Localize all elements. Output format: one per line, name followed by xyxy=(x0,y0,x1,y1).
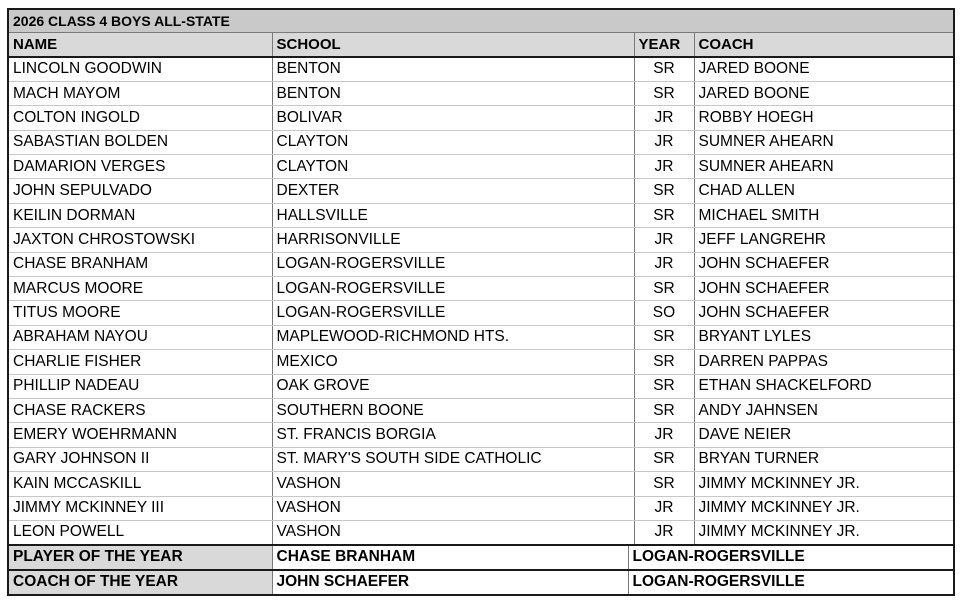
player-name: JIMMY MCKINNEY III xyxy=(9,496,272,520)
class-year: SR xyxy=(634,203,694,227)
table-row xyxy=(9,277,953,301)
school-name: LOGAN-ROGERSVILLE xyxy=(272,252,634,276)
player-name: KAIN MCCASKILL xyxy=(9,472,272,496)
table-row xyxy=(9,350,953,374)
class-year: SR xyxy=(634,374,694,398)
school-name: VASHON xyxy=(272,496,634,520)
school-name: BENTON xyxy=(272,81,634,105)
header-year: YEAR xyxy=(634,32,694,57)
school-name: MEXICO xyxy=(272,350,634,374)
award-row xyxy=(9,570,953,594)
table-row xyxy=(9,252,953,276)
table-row xyxy=(9,472,953,496)
school-name: DEXTER xyxy=(272,179,634,203)
coach-name: CHAD ALLEN xyxy=(694,179,953,203)
coach-name: JIMMY MCKINNEY JR. xyxy=(694,472,953,496)
class-year: JR xyxy=(634,130,694,154)
player-name: SABASTIAN BOLDEN xyxy=(9,130,272,154)
table-row xyxy=(9,447,953,471)
sheet-title: 2026 CLASS 4 BOYS ALL-STATE xyxy=(9,10,953,32)
coach-name: JARED BOONE xyxy=(694,81,953,105)
player-name: JAXTON CHROSTOWSKI xyxy=(9,228,272,252)
coach-name: BRYANT LYLES xyxy=(694,325,953,349)
coach-name: JARED BOONE xyxy=(694,57,953,81)
table-row xyxy=(9,179,953,203)
player-name: COLTON INGOLD xyxy=(9,106,272,130)
coach-name: SUMNER AHEARN xyxy=(694,155,953,179)
coach-name: JOHN SCHAEFER xyxy=(694,301,953,325)
table-row xyxy=(9,130,953,154)
table-row xyxy=(9,106,953,130)
award-winner: CHASE BRANHAM xyxy=(272,546,628,570)
school-name: HALLSVILLE xyxy=(272,203,634,227)
player-name: TITUS MOORE xyxy=(9,301,272,325)
player-name: GARY JOHNSON II xyxy=(9,447,272,471)
coach-name: MICHAEL SMITH xyxy=(694,203,953,227)
player-name: DAMARION VERGES xyxy=(9,155,272,179)
player-name: LEON POWELL xyxy=(9,520,272,544)
class-year: SR xyxy=(634,179,694,203)
table-row xyxy=(9,496,953,520)
all-state-table xyxy=(9,10,953,546)
table-row xyxy=(9,155,953,179)
coach-name: SUMNER AHEARN xyxy=(694,130,953,154)
table-row xyxy=(9,81,953,105)
class-year: SR xyxy=(634,81,694,105)
class-year: JR xyxy=(634,496,694,520)
coach-name: DARREN PAPPAS xyxy=(694,350,953,374)
coach-name: JIMMY MCKINNEY JR. xyxy=(694,496,953,520)
school-name: ST. MARY'S SOUTH SIDE CATHOLIC xyxy=(272,447,634,471)
header-row xyxy=(9,32,953,57)
table-row xyxy=(9,374,953,398)
player-name: JOHN SEPULVADO xyxy=(9,179,272,203)
class-year: JR xyxy=(634,520,694,544)
coach-name: ROBBY HOEGH xyxy=(694,106,953,130)
title-row xyxy=(9,10,953,32)
class-year: JR xyxy=(634,106,694,130)
class-year: JR xyxy=(634,155,694,179)
coach-name: ANDY JAHNSEN xyxy=(694,398,953,422)
award-school: LOGAN-ROGERSVILLE xyxy=(628,546,953,570)
player-name: MACH MAYOM xyxy=(9,81,272,105)
class-year: JR xyxy=(634,252,694,276)
player-name: KEILIN DORMAN xyxy=(9,203,272,227)
coach-name: JOHN SCHAEFER xyxy=(694,277,953,301)
school-name: CLAYTON xyxy=(272,130,634,154)
player-name: ABRAHAM NAYOU xyxy=(9,325,272,349)
school-name: HARRISONVILLE xyxy=(272,228,634,252)
table-row xyxy=(9,301,953,325)
class-year: SR xyxy=(634,57,694,81)
school-name: BENTON xyxy=(272,57,634,81)
table-row xyxy=(9,57,953,81)
header-name: NAME xyxy=(9,32,272,57)
player-name: LINCOLN GOODWIN xyxy=(9,57,272,81)
class-year: SR xyxy=(634,325,694,349)
header-school: SCHOOL xyxy=(272,32,634,57)
class-year: SR xyxy=(634,350,694,374)
coach-name: JOHN SCHAEFER xyxy=(694,252,953,276)
table-row xyxy=(9,228,953,252)
class-year: SR xyxy=(634,472,694,496)
awards-table xyxy=(9,546,953,594)
class-year: JR xyxy=(634,228,694,252)
school-name: OAK GROVE xyxy=(272,374,634,398)
award-label: PLAYER OF THE YEAR xyxy=(9,546,272,570)
coach-name: BRYAN TURNER xyxy=(694,447,953,471)
table-row xyxy=(9,203,953,227)
coach-name: ETHAN SHACKELFORD xyxy=(694,374,953,398)
table-row xyxy=(9,325,953,349)
all-state-sheet xyxy=(7,8,955,596)
class-year: SR xyxy=(634,277,694,301)
award-school: LOGAN-ROGERSVILLE xyxy=(632,573,805,591)
school-name: SOUTHERN BOONE xyxy=(272,398,634,422)
player-name: EMERY WOEHRMANN xyxy=(9,423,272,447)
class-year: JR xyxy=(634,423,694,447)
player-name: CHASE RACKERS xyxy=(9,398,272,422)
school-name: BOLIVAR xyxy=(272,106,634,130)
coach-name: JEFF LANGREHR xyxy=(694,228,953,252)
coach-name: JIMMY MCKINNEY JR. xyxy=(694,520,953,544)
header-coach: COACH xyxy=(694,32,953,57)
school-name: MAPLEWOOD-RICHMOND HTS. xyxy=(272,325,634,349)
player-name: CHARLIE FISHER xyxy=(9,350,272,374)
school-name: CLAYTON xyxy=(272,155,634,179)
school-name: LOGAN-ROGERSVILLE xyxy=(272,277,634,301)
school-name: VASHON xyxy=(272,472,634,496)
player-name: CHASE BRANHAM xyxy=(9,252,272,276)
award-label: COACH OF THE YEAR xyxy=(9,570,272,594)
class-year: SO xyxy=(634,301,694,325)
player-name: MARCUS MOORE xyxy=(9,277,272,301)
school-name: ST. FRANCIS BORGIA xyxy=(272,423,634,447)
table-row xyxy=(9,423,953,447)
player-name: PHILLIP NADEAU xyxy=(9,374,272,398)
class-year: SR xyxy=(634,447,694,471)
award-row xyxy=(9,546,953,570)
coach-name: DAVE NEIER xyxy=(694,423,953,447)
school-name: LOGAN-ROGERSVILLE xyxy=(272,301,634,325)
school-name: VASHON xyxy=(272,520,634,544)
table-row xyxy=(9,398,953,422)
table-row xyxy=(9,520,953,544)
award-winner: JOHN SCHAEFER xyxy=(272,570,628,594)
class-year: SR xyxy=(634,398,694,422)
